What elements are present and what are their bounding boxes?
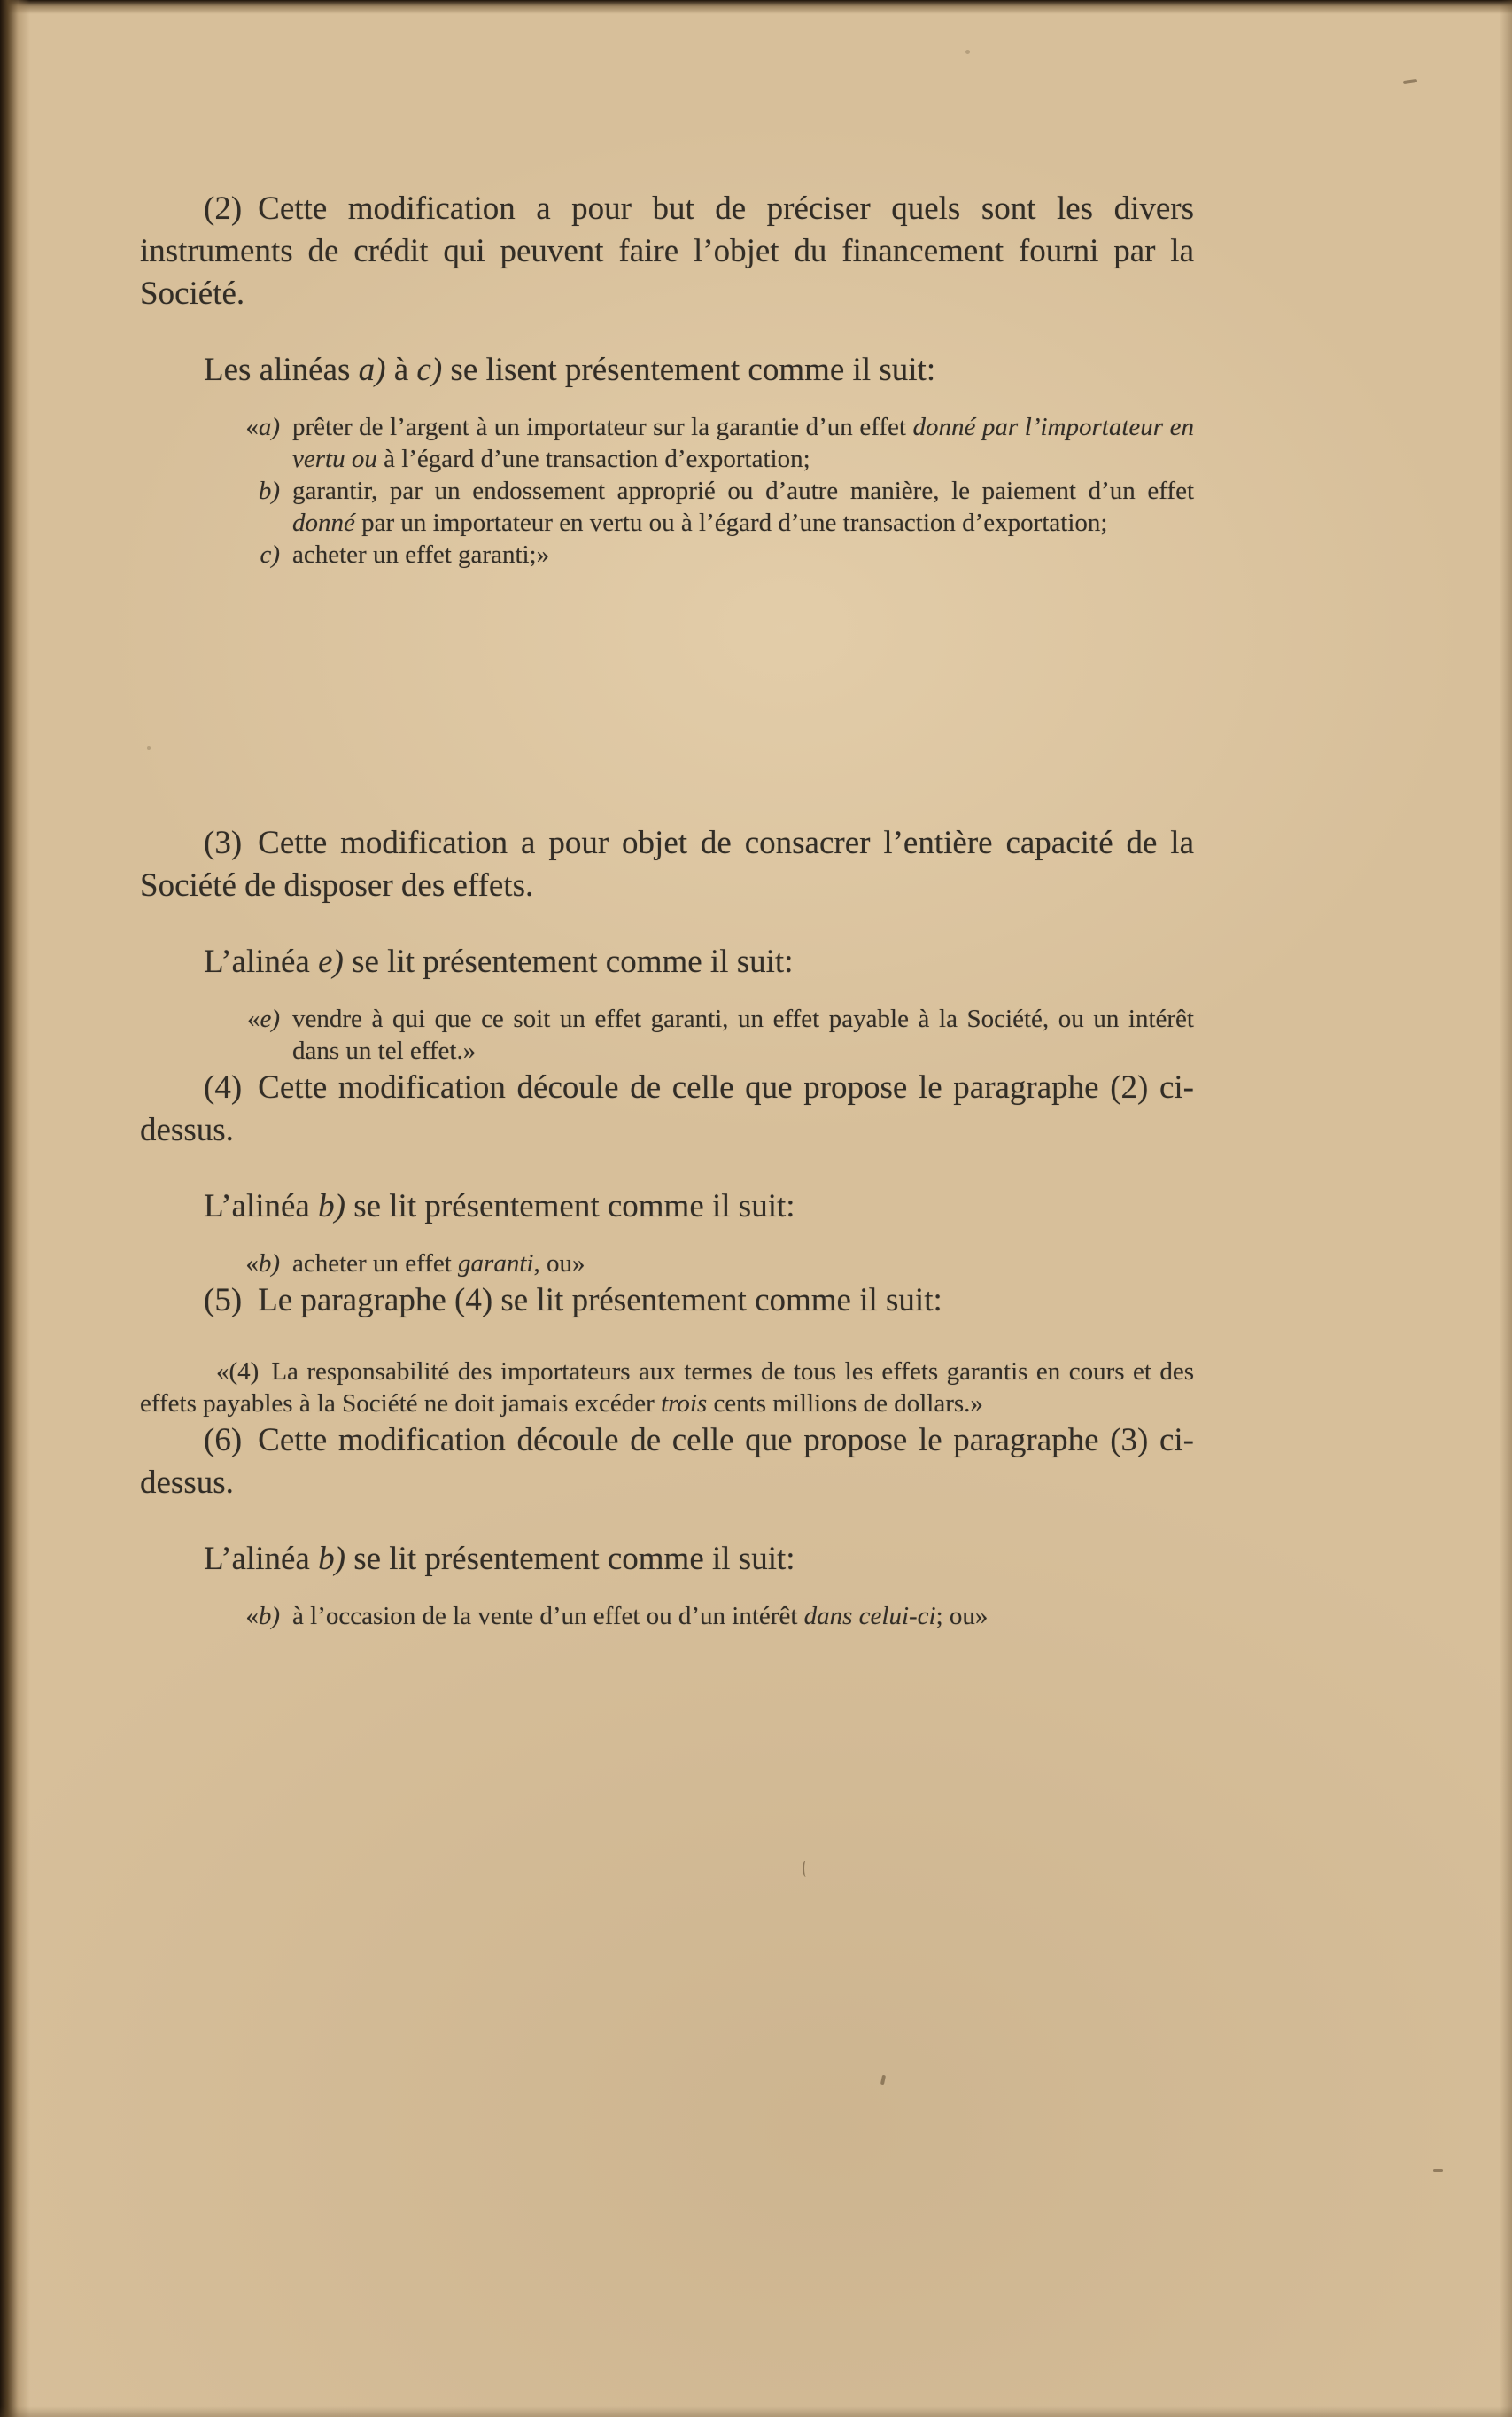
paragraph-text: Cette modification découle de celle que propose le paragraphe (3) ci-dessus.: [140, 1422, 1194, 1501]
page-text: [140, 188, 1194, 1632]
text-run: La responsabilité des importateurs aux termes de tous les effets garantis en cours et des effets payables à la Société ne doit jamais excéder: [140, 1357, 1194, 1418]
text-run: se lit présentement comme il suit:: [345, 1188, 795, 1224]
quote-label: [191, 475, 280, 507]
text-run: prêter de l’argent à un importateur sur la garantie d’un effet: [292, 413, 913, 441]
text-run: L’alinéa: [204, 944, 319, 980]
quote-text: [292, 540, 549, 569]
quote-text: [292, 413, 1194, 473]
quote-item-b-vente: [140, 1600, 1194, 1632]
text-run: à: [385, 352, 417, 388]
paragraph-5: [140, 1279, 1194, 1322]
paper-speck: [1433, 2169, 1443, 2172]
quote-open-guillemet: «: [245, 1249, 259, 1278]
text-run: se lit présentement comme il suit:: [343, 944, 794, 980]
quote-letter: b): [258, 1602, 280, 1630]
paragraph-text: Le paragraphe (4) se lit présentement comme il suit:: [258, 1282, 942, 1318]
quote-text: [292, 477, 1194, 537]
quote-label: [191, 1247, 280, 1279]
text-run: Les alinéas: [204, 352, 359, 388]
text-run: se lit présentement comme il suit:: [345, 1541, 795, 1577]
paragraph-2: [140, 188, 1194, 315]
quote-open-guillemet: «: [245, 1602, 259, 1630]
leadin-alinea-b-1: [140, 1185, 1194, 1228]
quote-item-b: [140, 475, 1194, 539]
paragraph-number: (6): [204, 1422, 243, 1458]
paper-speck: [880, 2075, 886, 2086]
quote-paragraph-4: [140, 1356, 1194, 1419]
paragraph-text: Cette modification découle de celle que propose le paragraphe (2) ci-dessus.: [140, 1069, 1194, 1148]
leadin-alinea-e: [140, 941, 1194, 983]
paragraph-text: Cette modification a pour but de préciser quels sont les divers instruments de crédit qui peuvent faire l’objet du financement fourni par la Société.: [140, 190, 1194, 312]
page-edge-top: [0, 0, 1512, 14]
text-run: cents millions de dollars.»: [707, 1389, 983, 1418]
quote-item-b-achat: [140, 1247, 1194, 1279]
text-run: garantir, par un endossement approprié ou d’autre manière, le paiement d’un effet: [292, 477, 1194, 505]
text-run-italic: trois: [661, 1389, 708, 1418]
quote-text: [292, 1005, 1194, 1065]
text-run-italic: a): [358, 352, 386, 388]
quote-item-a: [140, 411, 1194, 475]
paragraph-number: (3): [204, 825, 243, 861]
text-run: à l’occasion de la vente d’un effet ou d’un intérêt: [292, 1602, 804, 1630]
text-run-italic: e): [318, 944, 344, 980]
quote-label: [191, 1003, 280, 1035]
quote-item-e: [140, 1003, 1194, 1067]
text-run: acheter un effet: [292, 1249, 459, 1278]
paper-speck: [965, 50, 970, 54]
quote-open-guillemet: «: [246, 1005, 260, 1033]
text-run: ; ou»: [935, 1602, 989, 1630]
quote-text: [292, 1249, 585, 1278]
text-run-italic: garanti: [458, 1249, 534, 1278]
text-run: acheter un effet garanti;»: [292, 540, 550, 569]
paragraph-text: Cette modification a pour objet de consacrer l’entière capacité de la Société de disposer des effets.: [140, 825, 1194, 904]
quote-item-c: [140, 539, 1194, 571]
text-run: L’alinéa: [204, 1541, 319, 1577]
quote-letter: b): [258, 1249, 280, 1278]
text-run: , ou»: [533, 1249, 585, 1278]
text-run-italic: dans celui-ci: [803, 1602, 936, 1630]
page-edge-bottom: [0, 2406, 1512, 2417]
quote-letter: a): [258, 413, 280, 441]
paper-speck: [803, 1861, 810, 1877]
quote-letter: c): [260, 540, 280, 569]
quote-group-alineas-a-c: [140, 411, 1194, 571]
leadin-alinea-b-2: [140, 1538, 1194, 1581]
quote-label: «(4): [216, 1357, 260, 1386]
quote-label: [191, 1600, 280, 1632]
text-run: à l’égard d’une transaction d’exportation;: [376, 445, 810, 473]
quote-open-guillemet: «: [245, 413, 259, 441]
text-run-italic: donné: [292, 509, 355, 537]
paragraph-3: [140, 822, 1194, 907]
quote-text: [292, 1602, 988, 1630]
text-run-italic: donné par l’importateur en vertu ou: [292, 413, 1194, 473]
quote-label: [191, 539, 280, 571]
leadin-alineas-a-c: [140, 349, 1194, 392]
text-run-italic: b): [318, 1188, 345, 1224]
quote-label: [191, 411, 280, 443]
text-run-italic: b): [318, 1541, 345, 1577]
paragraph-number: (4): [204, 1069, 243, 1106]
paragraph-4: [140, 1067, 1194, 1152]
text-run: L’alinéa: [204, 1188, 319, 1224]
quote-letter: b): [258, 477, 280, 505]
quote-letter: e): [260, 1005, 280, 1033]
paper-speck: [1403, 79, 1417, 84]
text-run: par un importateur en vertu ou à l’égard d’une transaction d’exportation;: [354, 509, 1108, 537]
page-edge-right: [1500, 0, 1512, 2417]
paragraph-number: (5): [204, 1282, 243, 1318]
text-run: se lisent présentement comme il suit:: [442, 352, 936, 388]
text-run: vendre à qui que ce soit un effet garanti, un effet payable à la Société, ou un intérêt dans un tel effet.»: [292, 1005, 1194, 1065]
paragraph-number: (2): [204, 190, 243, 227]
paragraph-6: [140, 1419, 1194, 1504]
text-run-italic: c): [416, 352, 443, 388]
page-edge-left: [0, 0, 30, 2417]
